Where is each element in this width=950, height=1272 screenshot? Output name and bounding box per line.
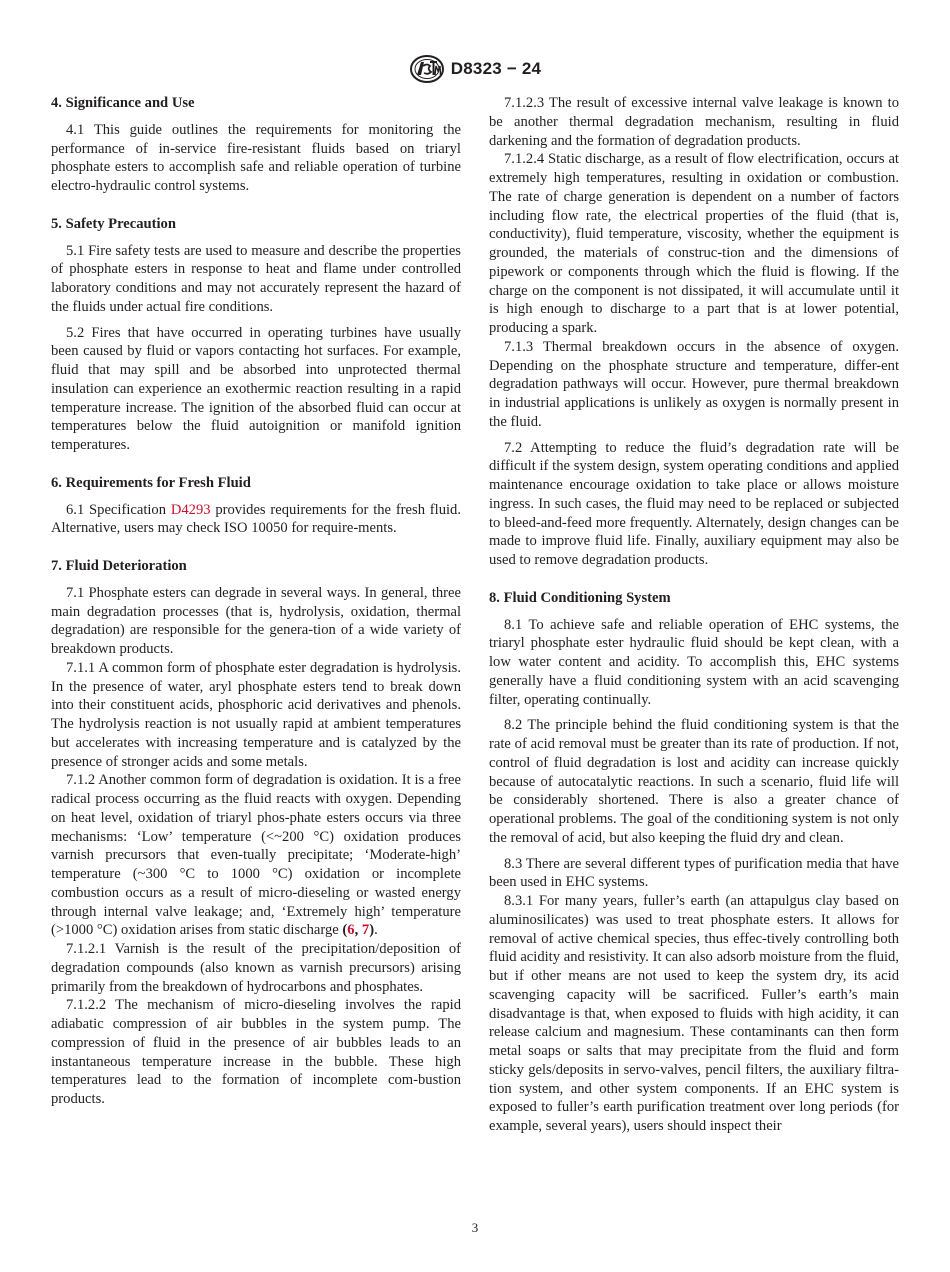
page-header [0,54,950,84]
citation-separator: , [354,922,362,939]
paragraph-4-1: 4.1 This guide outlines the requirements for monitoring the performance of in-service fire-resistant fluids based on triaryl phosphate esters to accomplish safe and reliable operation of turbine electro-hydraulic control systems. [51,121,461,194]
citation-link-6[interactable]: 6 [347,922,355,939]
paragraph-7-1-2-end: . [374,922,378,939]
paragraph-7-1-2-2: 7.1.2.2 The mechanism of micro-dieseling involves the rapid adiabatic compression of air bubbles in the system pump. The compression of fluid in the presence of air bubbles leads to an instantaneous temperature increase in the bubble. These high temperatures lead to the formation of incomplete com-bustion products. [51,997,461,1107]
paragraph-7-1-2-1: 7.1.2.1 Varnish is the result of the precipitation/deposition of degradation compounds (also known as varnish precursors) arising primarily from the breakdown of hydrocarbons and phosphates. [51,941,461,995]
paragraph-7-1: 7.1 Phosphate esters can degrade in several ways. In general, three main degradation processes (that is, hydrolysis, oxidation, thermal degradation) are responsible for the genera-tion of a wide variety of breakdown products. [51,584,461,657]
paragraph-7-1-1: 7.1.1 A common form of phosphate ester degradation is hydrolysis. In the presence of water, aryl phosphate esters tend to break down into their constituent acids, phosphoric acid derivatives and phenols. The hydrolysis reaction is not usually rapid at ambient temperatures but accelerates with increasing temperature and is catalyzed by the presence of stronger acids and some metals. [51,659,461,770]
astm-logo-icon [409,54,445,84]
paragraph-7-1-2-4: 7.1.2.4 Static discharge, as a result of flow electrification, occurs at extremely high temperatures, resulting in oxidation or combustion. The rate of charge generation is dependent on a number of factors including flow rate, the electrical properties of the fluid (that is, conductivity), fluid temperature, viscosity, whether the equipment is grounded, the materials of construc-tion and the dimensions of pipework or components through which the fluid is flowing. If the charge on the component is not dissipated, it will accumulate until it is high enough to discharge to a part that is at lower potential, producing a spark. [489,151,899,336]
document-designation: D8323 − 24 [450,59,542,78]
paragraph-7-1-2 [51,771,461,940]
paragraph-6-1-text-b: provides requirements for the fresh fluid. Alternative, users may check ISO 10050 for require-ments. [51,501,461,537]
right-column [489,94,899,1136]
section-6-heading: 6. Requirements for Fresh Fluid [51,474,251,491]
paragraph-6-1-text-a: 6.1 Specification [66,501,171,518]
reference-link-d4293[interactable]: D4293 [170,501,211,518]
paragraph-7-1-2-text: 7.1.2 Another common form of degradation is oxidation. It is a free radical process occurring as the fluid reacts with oxygen. Depending on heat level, oxidation of triaryl phos-phate esters occurs via three mechanisms: ‘Low’ temperature (<~200 °C) oxidation produces varnish precursors that even-tually precipitate; ‘Moderate-high’ temperature (~300 °C to 1000 °C) oxidation or incomplete combustion occurs as a result of micro-dieseling or wasted energy through internal valve leakage; and, ‘Extremely high’ temperature (>1000 °C) oxidation arises from static discharge [51,772,461,939]
paragraph-5-2: 5.2 Fires that have occurred in operating turbines have usually been caused by fluid or vapors contacting hot surfaces. For example, fluid that may spill and be absorbed into unprotected thermal insulation can experience an exothermic reaction resulting in a rapid temperature increase. The ignition of the absorbed fluid can occur at temperatures below the fluid autoignition or manifold ignition temperatures. [51,324,461,453]
section-5-heading: 5. Safety Precaution [51,215,176,232]
paragraph-7-1-2-3: 7.1.2.3 The result of excessive internal valve leakage is known to be another thermal degradation mechanism, resulting in fluid darkening and the formation of degradation products. [489,95,899,149]
paragraph-8-3-1: 8.3.1 For many years, fuller’s earth (an attapulgus clay based on aluminosilicates) was used to treat phosphate esters. It allows for removal of active chemical species, thus effec-tively controlling both fluid acidity and resistivity. It can also adsorb moisture from the fluid, but if other means are not used to keep the system dry, its acid scavenging capacity will be sacrificed. Fuller’s earth’s main disadvantage is that, when exposed to fluids with high acidity, it can release calcium and magnesium. These contaminants can then form metal soaps or salts that may precipitate from the fluid and form sticky gels/deposits in servo-valves, pencil filters, the auxiliary filtra-tion system, and other system components. If an EHC system is exposed to fuller’s earth purification treatment over long periods (for example, several years), users should inspect their [489,893,899,1134]
paragraph-8-1: 8.1 To achieve safe and reliable operation of EHC systems, the triaryl phosphate ester hydraulic fluid should be kept clean, with a low water content and acidity. To accomplish this, EHC systems generally have a fluid conditioning system with an acid scavenging filter, operating continually. [489,616,899,708]
section-4-heading: 4. Significance and Use [51,95,195,111]
citation-group [342,922,374,938]
left-column [51,94,461,1109]
section-8-heading: 8. Fluid Conditioning System [489,589,671,606]
paragraph-7-1-3: 7.1.3 Thermal breakdown occurs in the absence of oxygen. Depending on the phosphate structure and temperature, differ-ent degradation pathways will occur. However, pure thermal breakdown in industrial applications is unlikely as oxygen is normally present in the fluid. [489,338,899,430]
paragraph-7-2: 7.2 Attempting to reduce the fluid’s degradation rate will be difficult if the system design, system operating conditions and applied maintenance encourage oxidation to take place or allows moisture ingress. In such cases, the fluid may need to be replaced or subjected to bleed-and-feed more frequently. Alternately, design changes can be made to improve fluid life. Finally, auxiliary equipment may also be used to remove degradation products. [489,439,899,568]
citation-close: ) [369,922,375,939]
paragraph-5-1: 5.1 Fire safety tests are used to measure and describe the properties of phosphate esters in response to heat and flame under controlled laboratory conditions and may not accurately represent the hazard of the fluids under actual fire conditions. [51,242,461,315]
citation-open: ( [342,922,348,939]
paragraph-6-1 [51,501,461,539]
citation-link-7[interactable]: 7 [361,922,370,939]
page-number: 3 [471,1220,479,1235]
section-7-heading: 7. Fluid Deterioration [51,558,187,574]
paragraph-8-2: 8.2 The principle behind the fluid conditioning system is that the rate of acid removal must be greater than its rate of production. If not, control of fluid degradation is lost and acidity can increase quickly because of autocatalytic reactions. In such a scenario, fluid life will be considerably shortened. There is also a greater chance of operational problems. The goal of the conditioning system is not only the removal of acid, but also keeping the fluid dry and clean. [489,717,899,846]
paragraph-8-3: 8.3 There are several different types of purification media that have been used in EHC systems. [489,855,899,891]
